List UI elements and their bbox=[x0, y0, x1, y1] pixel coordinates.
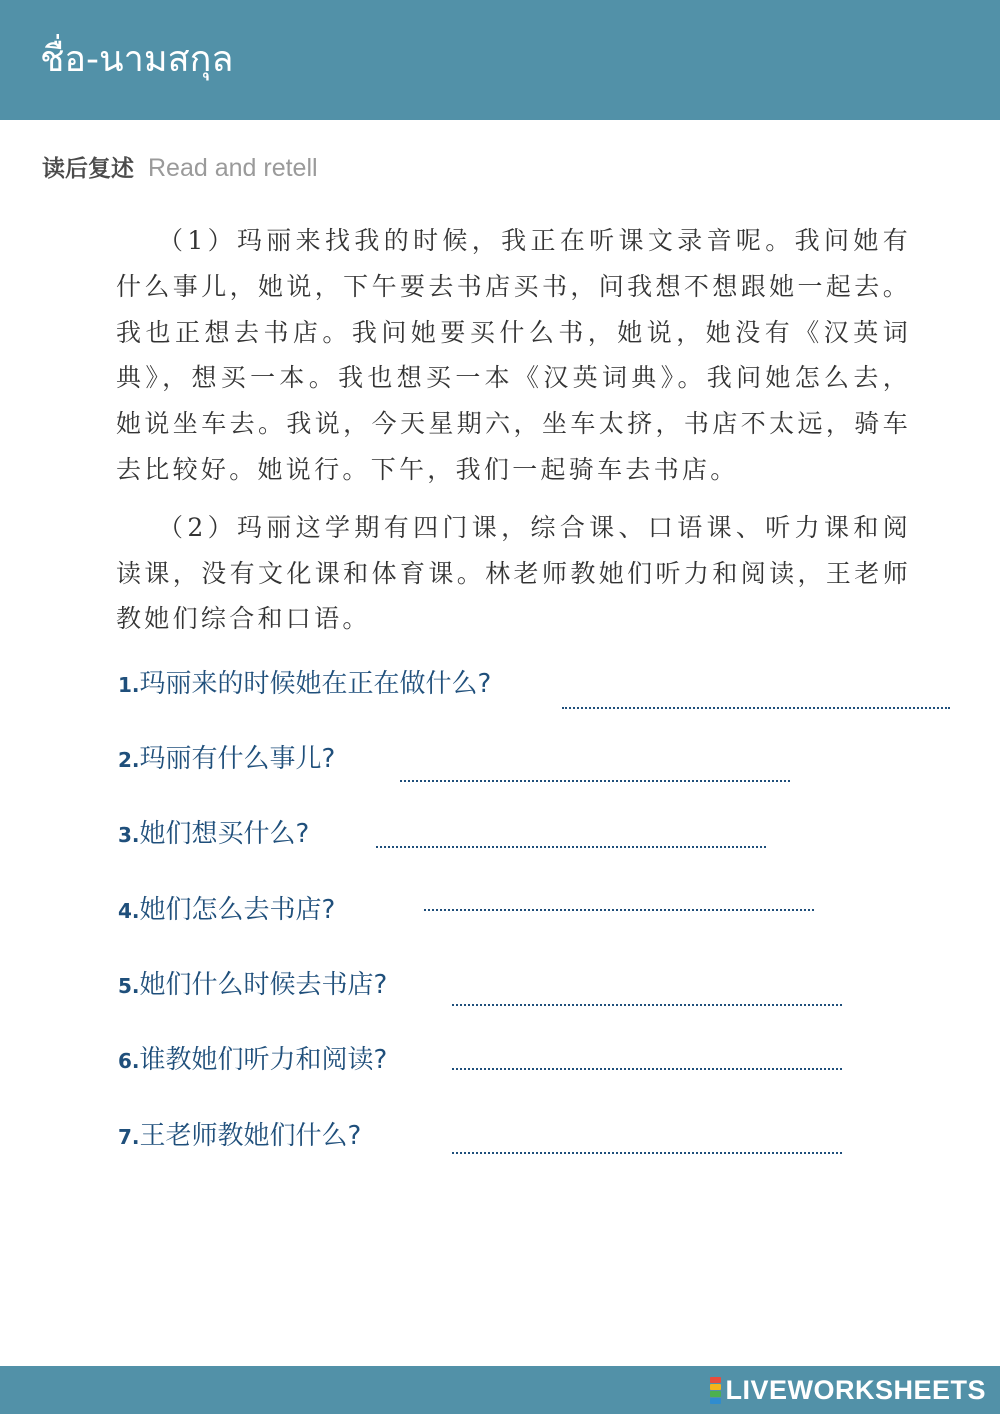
liveworksheets-logo[interactable] bbox=[710, 1375, 986, 1405]
header-bar bbox=[0, 0, 1000, 120]
question-number: 4. bbox=[118, 899, 140, 923]
answer-field-5[interactable] bbox=[452, 1004, 842, 1006]
answer-field-7[interactable] bbox=[452, 1152, 842, 1154]
question-number: 3. bbox=[118, 823, 140, 847]
question-number: 7. bbox=[118, 1125, 140, 1149]
question-number: 1. bbox=[118, 673, 140, 697]
liveworksheets-logo-icon bbox=[710, 1377, 721, 1404]
section-title-chinese: 读后复述 bbox=[42, 156, 134, 182]
question-text: 玛丽有什么事儿? bbox=[139, 744, 336, 774]
question-number: 6. bbox=[118, 1049, 140, 1073]
section-heading bbox=[42, 150, 318, 184]
question-number: 2. bbox=[118, 748, 140, 772]
reading-passage bbox=[116, 218, 911, 654]
question-5 bbox=[118, 965, 387, 1005]
answer-field-6[interactable] bbox=[452, 1068, 842, 1070]
question-text: 她们怎么去书店? bbox=[139, 895, 336, 925]
question-text: 王老师教她们什么? bbox=[139, 1121, 362, 1151]
question-text: 她们什么时候去书店? bbox=[139, 970, 388, 1000]
question-1 bbox=[118, 664, 491, 704]
question-number: 5. bbox=[118, 974, 140, 998]
answer-field-2[interactable] bbox=[400, 780, 790, 782]
question-2 bbox=[118, 739, 335, 779]
answer-field-3[interactable] bbox=[376, 846, 766, 848]
question-text: 谁教她们听力和阅读? bbox=[139, 1045, 388, 1075]
question-6 bbox=[118, 1040, 387, 1080]
question-3 bbox=[118, 814, 309, 854]
question-4 bbox=[118, 890, 335, 930]
question-text: 她们想买什么? bbox=[139, 819, 310, 849]
student-name-label: ชื่อ-นามสกุล bbox=[40, 39, 234, 80]
passage-paragraph-2: （2）玛丽这学期有四门课，综合课、口语课、听力课和阅读课，没有文化课和体育课。林老师教她们听力和阅读，王老师教她们综合和口语。 bbox=[116, 512, 911, 634]
answer-field-1[interactable] bbox=[562, 707, 950, 709]
footer-bar bbox=[0, 1366, 1000, 1414]
question-text: 玛丽来的时候她在正在做什么? bbox=[139, 669, 492, 699]
liveworksheets-logo-text: LIVEWORKSHEETS bbox=[725, 1375, 986, 1405]
section-title-english: Read and retell bbox=[148, 154, 318, 182]
passage-paragraph-1: （1）玛丽来找我的时候，我正在听课文录音呢。我问她有什么事儿，她说，下午要去书店买书，问我想不想跟她一起去。我也正想去书店。我问她要买什么书，她说，她没有《汉英词典》，想买一本。我也想买一本《汉英词典》。我问她怎么去，她说坐车去。我说，今天星期六，坐车太挤，书店不太远，骑车去比较好。她说行。下午，我们一起骑车去书店。 bbox=[116, 226, 911, 484]
answer-field-4[interactable] bbox=[424, 909, 814, 911]
question-7 bbox=[118, 1116, 361, 1156]
